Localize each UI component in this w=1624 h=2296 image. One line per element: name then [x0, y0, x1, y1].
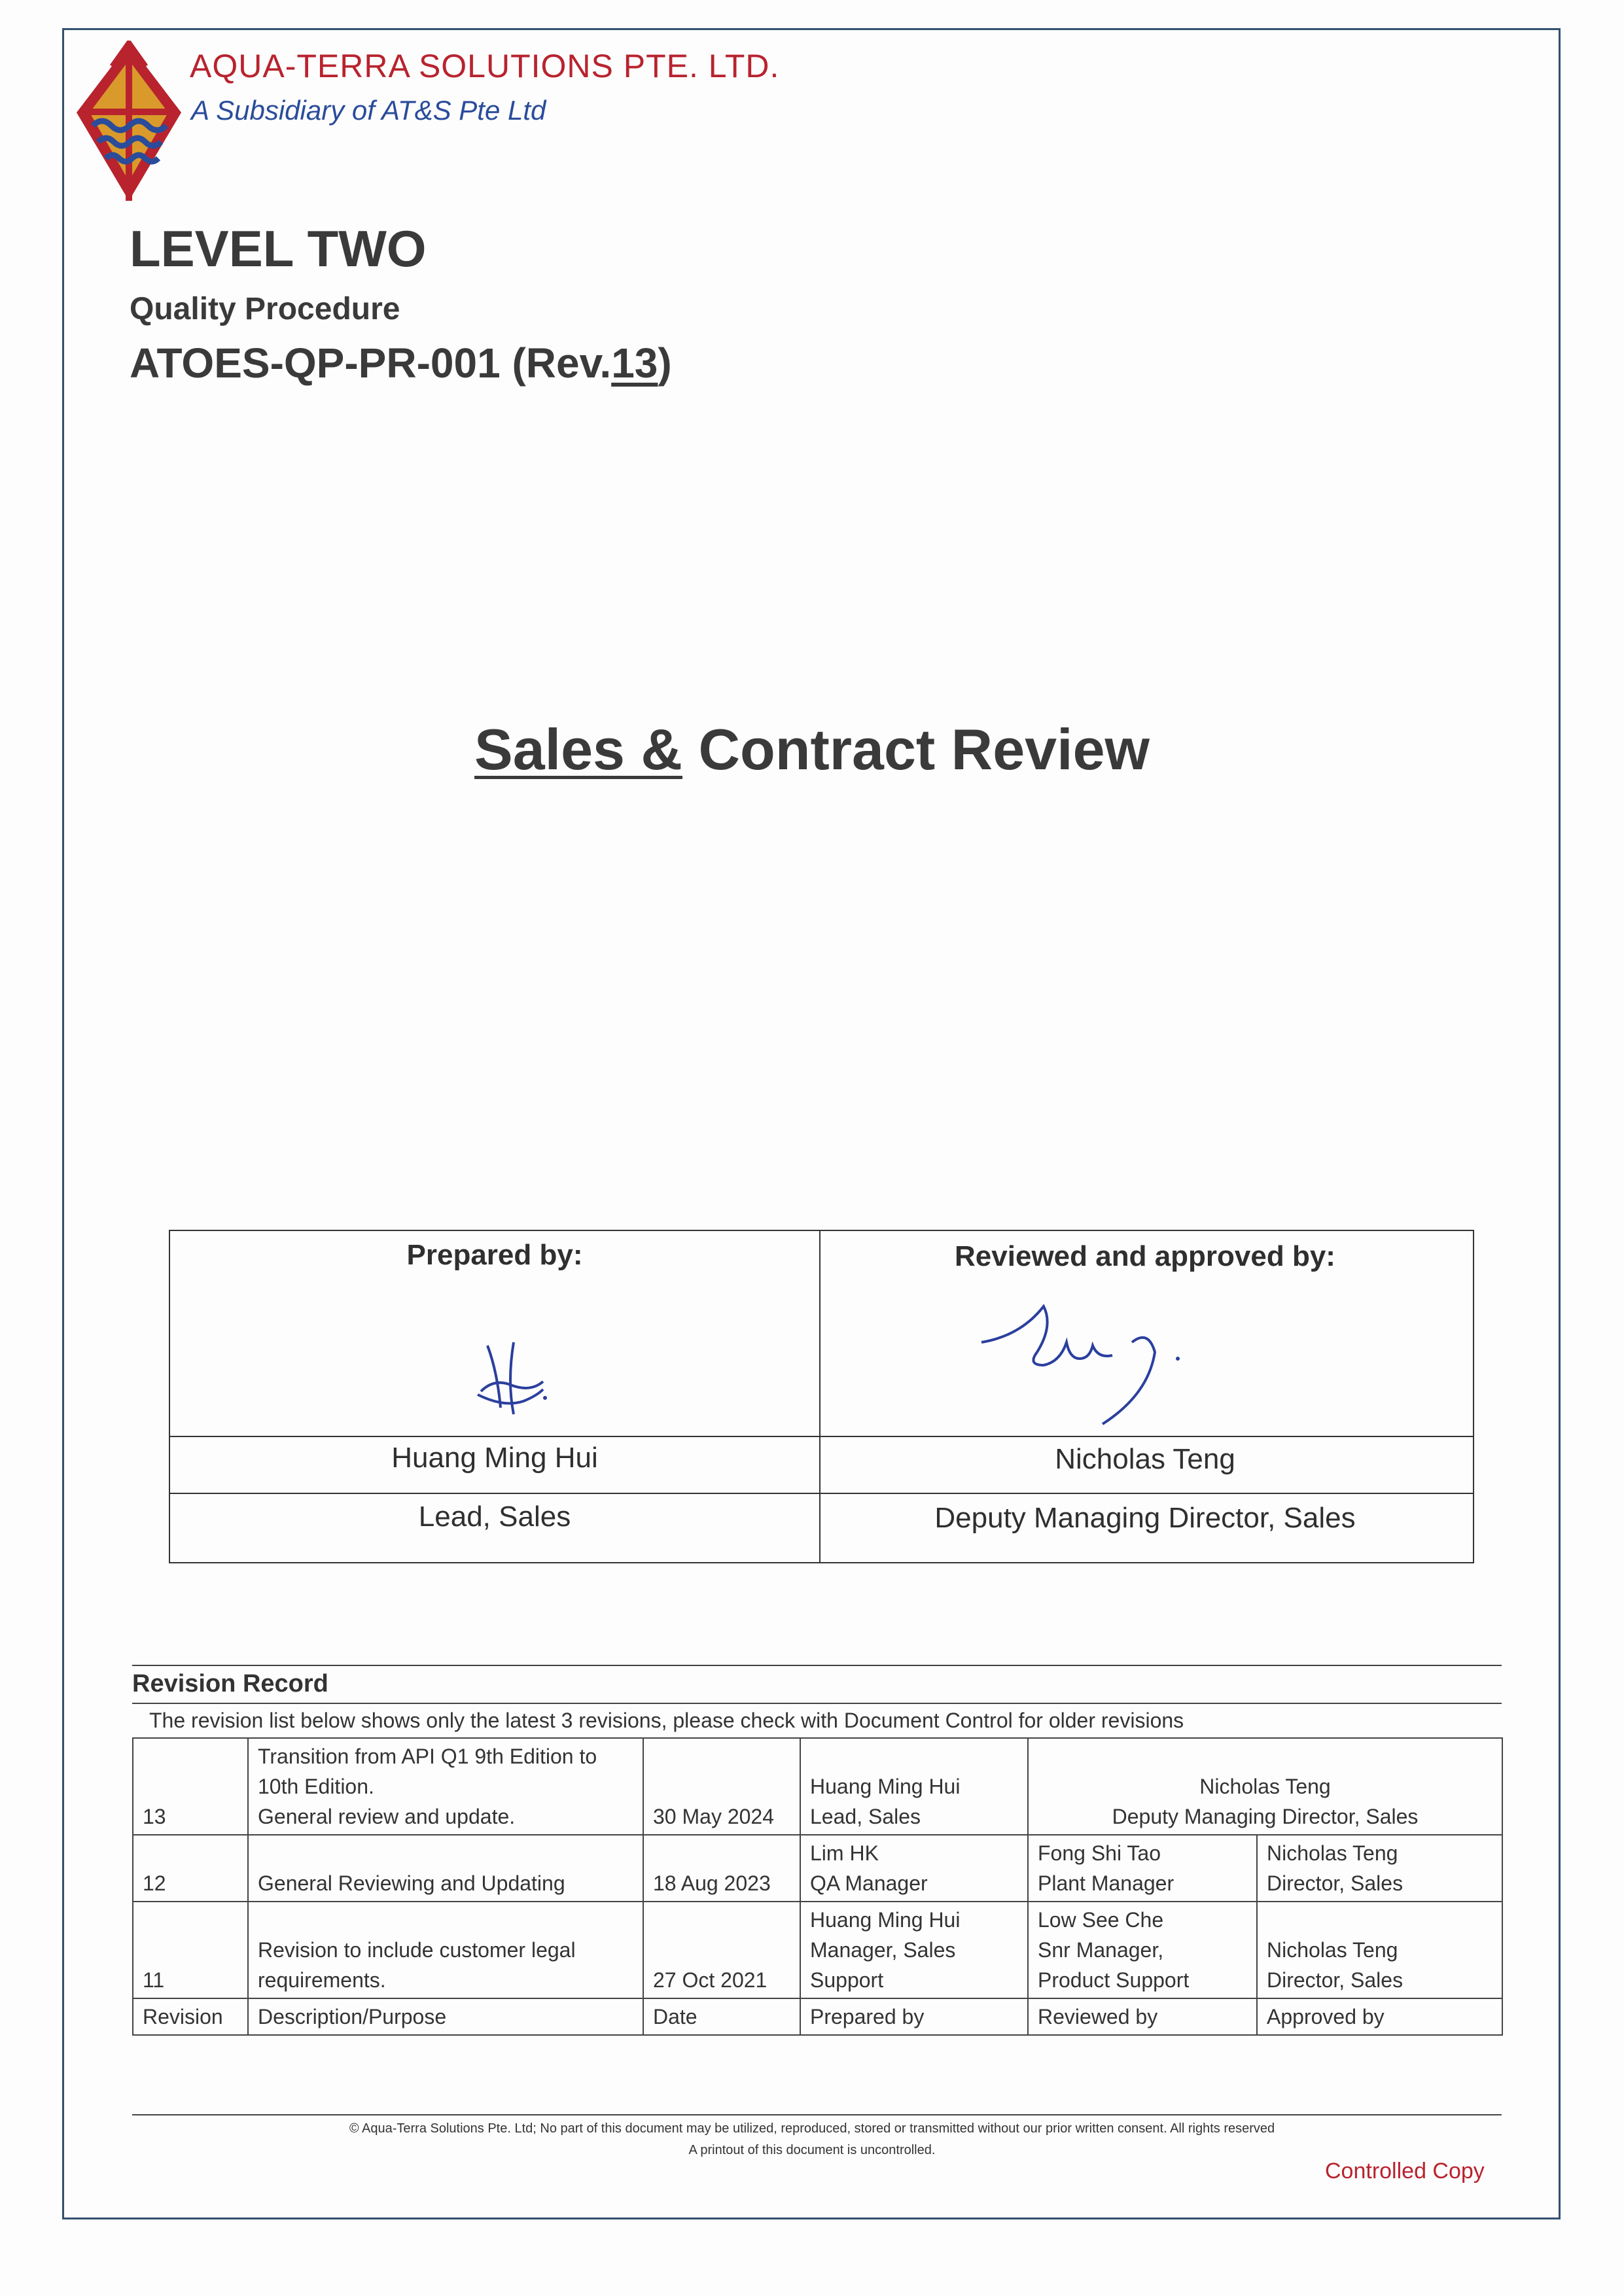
rev-prepared-title: Support: [810, 1968, 884, 1992]
rev-reviewed-approved: [1028, 1738, 1502, 1835]
rev-description-line: requirements.: [258, 1968, 386, 1992]
rev-date: 27 Oct 2021: [643, 1902, 800, 1998]
footer-printout-note: A printout of this document is uncontrolled.: [688, 2143, 936, 2157]
document-number-suffix: ): [658, 339, 672, 387]
approval-row-line: [170, 1493, 1473, 1494]
header-reviewed: Reviewed by: [1028, 1998, 1257, 2035]
company-subsidiary: A Subsidiary of AT&S Pte Ltd: [191, 95, 546, 126]
rev-approver-title: Director, Sales: [1267, 1871, 1403, 1895]
rev-number: 12: [133, 1835, 248, 1902]
footer-rule: [132, 2114, 1502, 2115]
rev-description: [248, 1835, 643, 1902]
reviewed-signature: [975, 1296, 1197, 1434]
rev-description-line: Revision to include customer legal: [258, 1938, 576, 1962]
revision-heading-rule: [132, 1703, 1502, 1704]
rev-description-line: Transition from API Q1 9th Edition to: [258, 1745, 597, 1768]
rev-approver-title: Deputy Managing Director, Sales: [1112, 1805, 1419, 1828]
rev-reviewed: [1028, 1902, 1257, 1998]
company-name: AQUA-TERRA SOLUTIONS PTE. LTD.: [190, 48, 780, 84]
revision-table: [132, 1737, 1503, 2036]
table-header-row: [133, 1998, 1502, 2035]
header-approved: Approved by: [1257, 1998, 1502, 2035]
reviewed-label: Reviewed and approved by:: [955, 1240, 1335, 1272]
prepared-signature: [468, 1332, 553, 1424]
prepared-label: Prepared by:: [406, 1239, 583, 1271]
rev-reviewer-title: Plant Manager: [1038, 1871, 1174, 1895]
table-row: [133, 1835, 1502, 1902]
prepared-name: Huang Ming Hui: [391, 1442, 598, 1474]
title-part-1: Sales &: [474, 717, 682, 782]
reviewed-name: Nicholas Teng: [1055, 1443, 1235, 1475]
header-description: Description/Purpose: [248, 1998, 643, 2035]
rev-reviewer-name: Low See Che: [1038, 1908, 1164, 1932]
revision-top-rule: [132, 1665, 1502, 1666]
rev-description-line: 10th Edition.: [258, 1775, 374, 1798]
revision-heading: Revision Record: [132, 1670, 328, 1697]
title-part-2: Contract Review: [698, 717, 1150, 782]
rev-prepared-title: QA Manager: [810, 1871, 928, 1895]
document-number-prefix: ATOES-QP-PR-001 (Rev.: [130, 339, 612, 387]
document-title: [0, 716, 1624, 783]
rev-approver-name: Nicholas Teng: [1199, 1775, 1331, 1798]
document-type: Quality Procedure: [130, 292, 400, 326]
document-level: LEVEL TWO: [130, 220, 427, 277]
approval-table: [169, 1230, 1474, 1563]
footer-copyright: © Aqua-Terra Solutions Pte. Ltd; No part of this document may be utilized, reproduced, stored or transmitted without our prior written consent. All rights reserved: [349, 2121, 1275, 2136]
rev-approver-name: Nicholas Teng: [1267, 1841, 1398, 1865]
company-logo: [73, 41, 185, 204]
revision-note: The revision list below shows only the latest 3 revisions, please check with Document Control for older revisions: [149, 1709, 1184, 1732]
rev-approved: [1257, 1835, 1502, 1902]
table-row: [133, 1738, 1502, 1835]
rev-prepared: [800, 1902, 1028, 1998]
rev-approver-name: Nicholas Teng: [1267, 1938, 1398, 1962]
rev-date: 30 May 2024: [643, 1738, 800, 1835]
table-row: [133, 1902, 1502, 1998]
rev-number: 13: [133, 1738, 248, 1835]
rev-date: 18 Aug 2023: [643, 1835, 800, 1902]
rev-description-line: General review and update.: [258, 1805, 516, 1828]
rev-reviewer-title: Product Support: [1038, 1968, 1190, 1992]
rev-approver-title: Director, Sales: [1267, 1968, 1403, 1992]
rev-approved: [1257, 1902, 1502, 1998]
approval-row-line: [170, 1436, 1473, 1437]
document-number: [130, 339, 672, 387]
rev-prepared: [800, 1738, 1028, 1835]
header-prepared: Prepared by: [800, 1998, 1028, 2035]
document-revision: 13: [611, 339, 658, 387]
rev-description-line: General Reviewing and Updating: [258, 1871, 565, 1895]
rev-reviewed: [1028, 1835, 1257, 1902]
controlled-copy-label: Controlled Copy: [1325, 2159, 1485, 2183]
rev-reviewer-name: Fong Shi Tao: [1038, 1841, 1161, 1865]
rev-prepared-name: Lim HK: [810, 1841, 879, 1865]
prepared-title: Lead, Sales: [418, 1501, 571, 1533]
rev-description: [248, 1902, 643, 1998]
rev-description: [248, 1738, 643, 1835]
rev-prepared-name: Huang Ming Hui: [810, 1908, 961, 1932]
rev-prepared: [800, 1835, 1028, 1902]
rev-reviewer-title: Snr Manager,: [1038, 1938, 1164, 1962]
rev-number: 11: [133, 1902, 248, 1998]
header-date: Date: [643, 1998, 800, 2035]
rev-prepared-title: Lead, Sales: [810, 1805, 921, 1828]
rev-prepared-title: Manager, Sales: [810, 1938, 956, 1962]
rev-prepared-name: Huang Ming Hui: [810, 1775, 961, 1798]
reviewed-title: Deputy Managing Director, Sales: [934, 1502, 1356, 1534]
header-revision: Revision: [133, 1998, 248, 2035]
